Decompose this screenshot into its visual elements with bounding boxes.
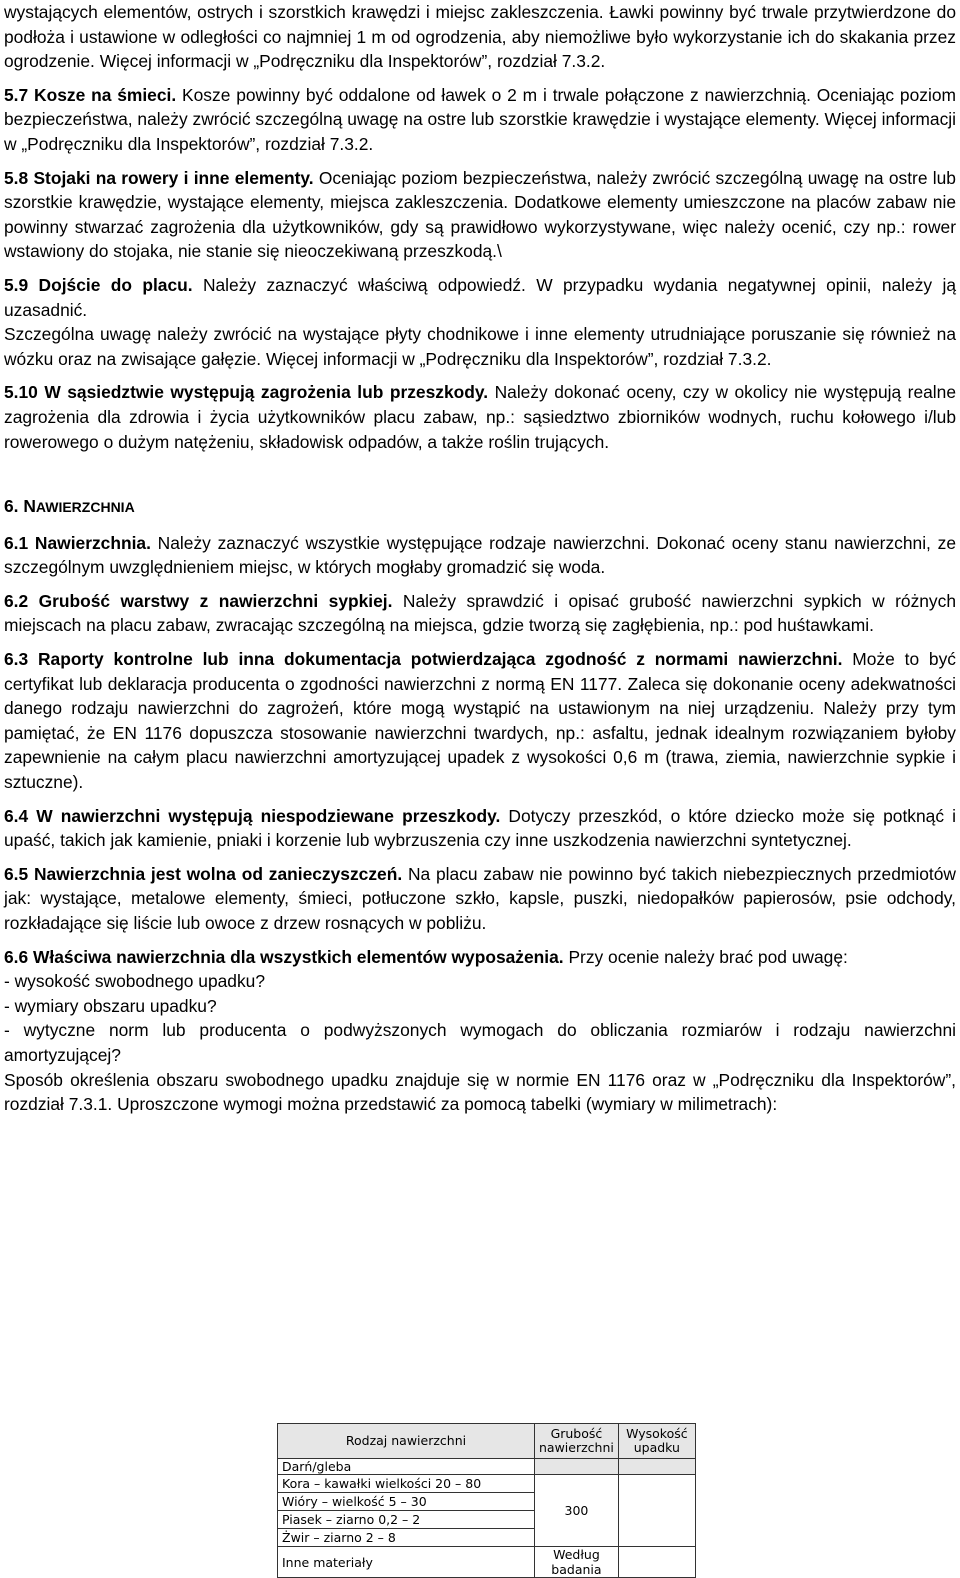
section-6-2-body: Należy sprawdzić i opisać grubość nawierzchni sypkich w różnych miejscach na placu zabaw, zwracając szczególną na miejsca, gdzie tworzą się zagłębienia, np.: pod huśtawkami. — [4, 590, 956, 636]
section-6-3 — [4, 647, 956, 795]
section-6-6-tail: Sposób określenia obszaru swobodnego upadku znajduje się w normie EN 1176 oraz w „Podręczniku dla Inspektorów”, rozdział 7.3.1. Uproszczone wymogi można przedstawić za pomocą tabelki (wymiary w milimetrach): — [4, 1069, 956, 1115]
section-5-9-title: 5.9 Dojście do placu. — [4, 274, 193, 295]
section-5-10-body: Należy dokonać oceny, czy w okolicy nie występują realne zagrożenia dla zdrowia i życia użytkowników placu zabaw, np.: sąsiedztwo zbiorników wodnych, ruchu kołowego i/lub rowerowego o dużym natężeniu, składowisk odpadów, a także roślin trujących. — [4, 382, 956, 452]
paragraph-benches-continued: wystających elementów, ostrych i szorstkich krawędzi i miejsc zakleszczenia. Ławki powinny być trwale przytwierdzone do podłoża i ustawione w odległości co najmniej 1 m od ogrodzenia, aby niemożliwe było wykorzystanie ich do skakania przez ogrodzenie. Więcej informacji w „Podręczniku dla Inspektorów”, rozdział 7.3.2. — [4, 2, 956, 72]
cell-surface-name: Żwir – ziarno 2 – 8 — [278, 1529, 535, 1547]
section-5-9 — [4, 273, 956, 322]
cell-fall — [618, 1547, 695, 1578]
cell-surface-name: Piasek – ziarno 0,2 – 2 — [278, 1511, 535, 1529]
header-thickness: Grubość nawierzchni — [535, 1424, 619, 1459]
section-6-5-title: 6.5 Nawierzchnia jest wolna od zanieczyszczeń. — [4, 863, 403, 884]
cell-fall — [618, 1475, 695, 1547]
cell-surface-name: Darń/gleba — [278, 1459, 535, 1475]
section-6-6 — [4, 945, 956, 970]
section-5-8-title: 5.8 Stojaki na rowery i inne elementy. — [4, 167, 314, 188]
section-6-6-title: 6.6 Właściwa nawierzchnia dla wszystkich elementów wyposażenia. — [4, 946, 564, 967]
section-6-1-body: Należy zaznaczyć wszystkie występujące rodzaje nawierzchni. Dokonać oceny stanu nawierzchni, ze szczególnym uwzględnieniem miejsc, w których mogłaby gromadzić się woda. — [4, 532, 957, 578]
section-5-8 — [4, 166, 956, 264]
surface-table-figure — [277, 1423, 696, 1578]
document-page — [4, 0, 956, 1117]
section-6-3-title: 6.3 Raporty kontrolne lub inna dokumentacja potwierdzająca zgodność z normami nawierzchni. — [4, 649, 843, 670]
section-6-3-body: Może to być certyfikat lub deklaracja producenta o zgodności nawierzchni z normą EN 1177. Zaleca się dokonanie oceny adekwatności danego rodzaju nawierzchni do zagrożeń, które mogą wystąpić na ustawionym na niej urządzeniu. Należy przy tym pamiętać, że EN 1176 dopuszcza stosowanie nawierzchni twardych, np.: asfaltu, jednak idealnym rozwiązaniem byłoby zapewnienie na całym placu nawierzchni amortyzującej upadek z wysokości 0,6 m (trawa, ziemia, nawierzchnie sypkie i sztuczne). — [4, 649, 956, 793]
section-5-8-body: Oceniając poziom bezpieczeństwa, należy zwrócić szczególną uwagę na ostre lub szorstkie krawędzie, wystające elementy, miejsca zakleszczenia. Dodatkowe elementy umieszczone na placów zabaw nie powinny stwarzać zagrożenia dla użytkowników, gdy są prawidłowo wykorzystywane, więc należy ocenić, czy np.: rower wstawiony do stojaka, nie stanie się nieoczekiwaną przeszkodą.\ — [4, 167, 956, 262]
cell-thickness: Według badania — [535, 1547, 619, 1578]
surface-table — [277, 1423, 696, 1578]
section-6-2-title: 6.2 Grubość warstwy z nawierzchni sypkiej. — [4, 590, 393, 611]
section-6-1 — [4, 531, 956, 580]
table-row — [278, 1547, 696, 1578]
list-item: - wytyczne norm lub producenta o podwyższonych wymogach do obliczania rozmiarów i rodzaju nawierzchni amortyzującej? — [4, 1020, 956, 1065]
section-6-1-title: 6.1 Nawierzchnia. — [4, 532, 151, 553]
cell-thickness — [535, 1459, 619, 1475]
section-5-9-body-2: Szczególna uwagę należy zwrócić na wystające płyty chodnikowe i inne elementy utrudniające poruszanie się również na wózku oraz na zwisające gałęzie. Więcej informacji w „Podręczniku dla Inspektorów”, rozdział 7.3.2. — [4, 324, 956, 369]
section-6-5 — [4, 862, 956, 936]
section-5-10-title: 5.10 W sąsiedztwie występują zagrożenia lub przeszkody. — [4, 382, 489, 403]
table-row — [278, 1459, 696, 1475]
heading-6-number: 6. N — [4, 496, 36, 517]
cell-fall — [618, 1459, 695, 1475]
list-item: - wysokość swobodnego upadku? — [4, 971, 266, 992]
section-5-7-body: Kosze powinny być oddalone od ławek o 2 m i trwale połączone z nawierzchnią. Oceniając poziom bezpieczeństwa, należy zwrócić szczególną uwagę na ostre lub szorstkie krawędzie i wystające elementy. Więcej informacji w „Podręczniku dla Inspektorów”, rozdział 7.3.2. — [4, 84, 956, 154]
list-item: - wymiary obszaru upadku? — [4, 995, 217, 1016]
table-row — [278, 1475, 696, 1493]
cell-surface-name: Wióry – wielkość 5 – 30 — [278, 1493, 535, 1511]
section-6-4 — [4, 804, 956, 853]
heading-6 — [4, 494, 956, 520]
section-6-6-body: Przy ocenie należy brać pod uwagę: — [563, 946, 848, 967]
section-6-2 — [4, 589, 956, 638]
section-5-7-title: 5.7 Kosze na śmieci. — [4, 84, 177, 105]
header-surface-type: Rodzaj nawierzchni — [278, 1424, 535, 1459]
section-5-9-body: Należy zaznaczyć właściwą odpowiedź. W przypadku wydania negatywnej opinii, należy ją uzasadnić. — [4, 274, 957, 320]
section-6-5-body: Na placu zabaw nie powinno być takich niebezpiecznych przedmiotów jak: wystające, metalowe elementy, śmieci, potłuczone szkło, kapsle, puszki, niedopałków papierosów, psie odchody, rozkładające się liście lub owoce z drzew rosnących w pobliżu. — [4, 863, 956, 933]
section-6-4-body: Dotyczy przeszkód, o które dziecko może się potknąć i upaść, takich jak kamienie, pniaki i korzenie lub wybrzuszenia czy inne uszkodzenia nawierzchni syntetycznej. — [4, 805, 956, 851]
heading-6-rest: AWIERZCHNIA — [35, 499, 135, 516]
cell-surface-name: Inne materiały — [278, 1547, 535, 1578]
section-6-4-title: 6.4 W nawierzchni występują niespodziewane przeszkody. — [4, 805, 501, 826]
table-header-row — [278, 1424, 696, 1459]
section-5-7 — [4, 83, 956, 157]
section-5-10 — [4, 380, 956, 454]
cell-surface-name: Kora – kawałki wielkości 20 – 80 — [278, 1475, 535, 1493]
header-fall-height: Wysokość upadku — [618, 1424, 695, 1459]
cell-thickness: 300 — [535, 1475, 619, 1547]
